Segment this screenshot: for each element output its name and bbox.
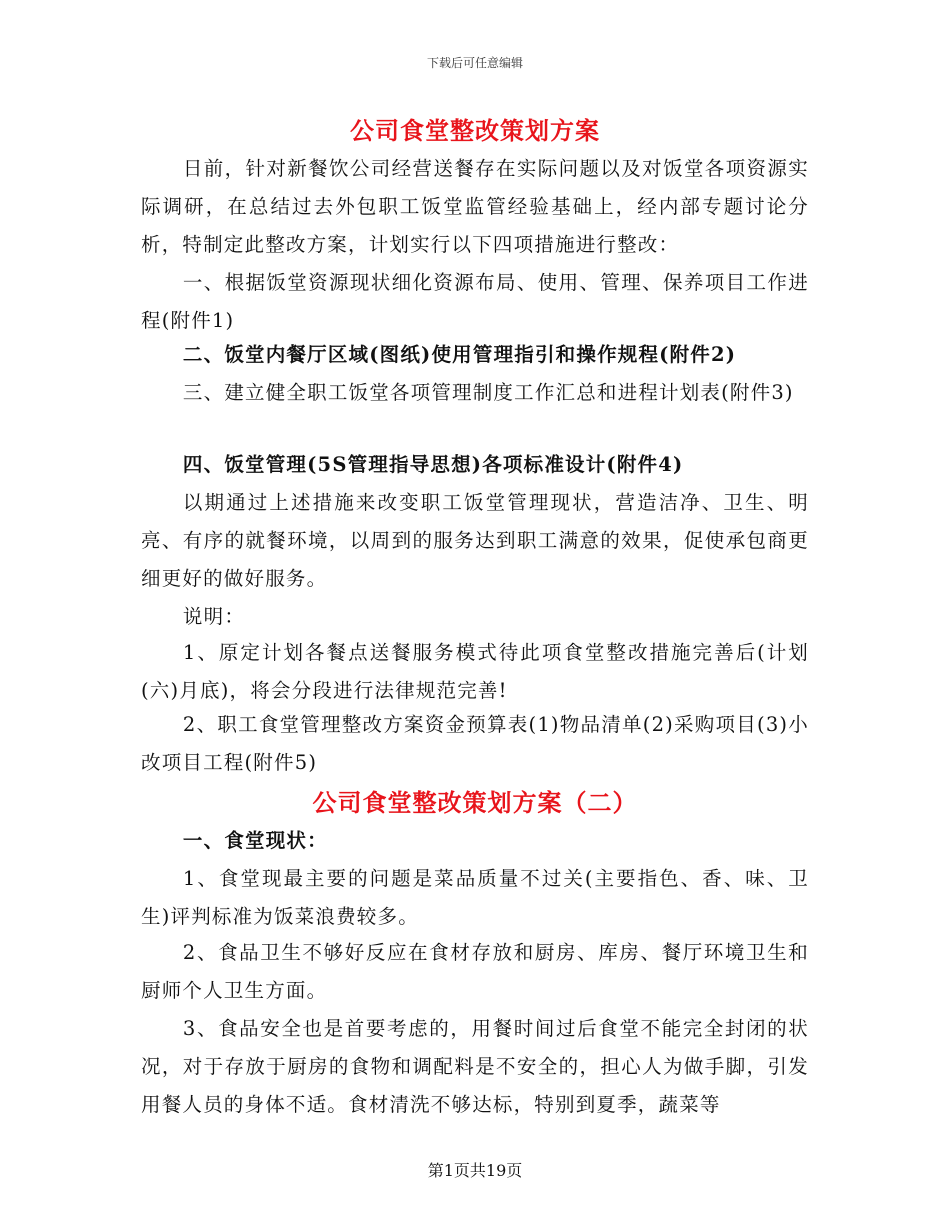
measure-item-4: 四、饭堂管理(5S管理指导思想)各项标准设计(附件4)	[182, 453, 684, 476]
section-title-2: 公司食堂整改策划方案（二）	[312, 788, 638, 817]
status-item-2: 2、食品卫生不够好反应在食材存放和厨房、库房、餐厅环境卫生和厨师个人卫生方面。	[141, 941, 809, 1002]
note-label: 说明：	[182, 605, 246, 628]
page-footer: 第1页共19页	[427, 1161, 523, 1180]
status-item-3: 3、食品安全也是首要考虑的，用餐时间过后食堂不能完全封闭的状况，对于存放于厨房的食物和调配料是不安全的，担心人为做手脚，引发用餐人员的身体不适。食材清洗不够达标，特别到夏季，蔬菜等	[141, 1017, 809, 1116]
status-heading: 一、食堂现状：	[182, 829, 328, 852]
document-title: 公司食堂整改策划方案	[350, 116, 600, 145]
measure-item-3: 三、建立健全职工饭堂各项管理制度工作汇总和进程计划表(附件3)	[182, 381, 794, 404]
measure-item-1: 一、根据饭堂资源现状细化资源布局、使用、管理、保养项目工作进程(附件1)	[141, 271, 809, 332]
paragraph-intro: 日前，针对新餐饮公司经营送餐存在实际问题以及对饭堂各项资源实际调研，在总结过去外包职工饭堂监管经验基础上，经内部专题讨论分析，特制定此整改方案，计划实行以下四项措施进行整改：	[141, 157, 809, 256]
page-header: 下载后可任意编辑	[426, 56, 523, 70]
note-item-2: 2、职工食堂管理整改方案资金预算表(1)物品清单(2)采购项目(3)小改项目工程(附件5)	[141, 713, 809, 774]
paragraph-goal: 以期通过上述措施来改变职工饭堂管理现状，营造洁净、卫生、明亮、有序的就餐环境，以周到的服务达到职工满意的效果，促使承包商更细更好的做好服务。	[141, 491, 809, 590]
status-item-1: 1、食堂现最主要的问题是菜品质量不过关(主要指色、香、味、卫生)评判标准为饭菜浪费较多。	[141, 867, 809, 928]
measure-item-2: 二、饭堂内餐厅区域(图纸)使用管理指引和操作规程(附件2)	[182, 343, 737, 366]
note-item-1: 1、原定计划各餐点送餐服务模式待此项食堂整改措施完善后(计划(六)月底)，将会分段进行法律规范完善!	[141, 641, 809, 702]
